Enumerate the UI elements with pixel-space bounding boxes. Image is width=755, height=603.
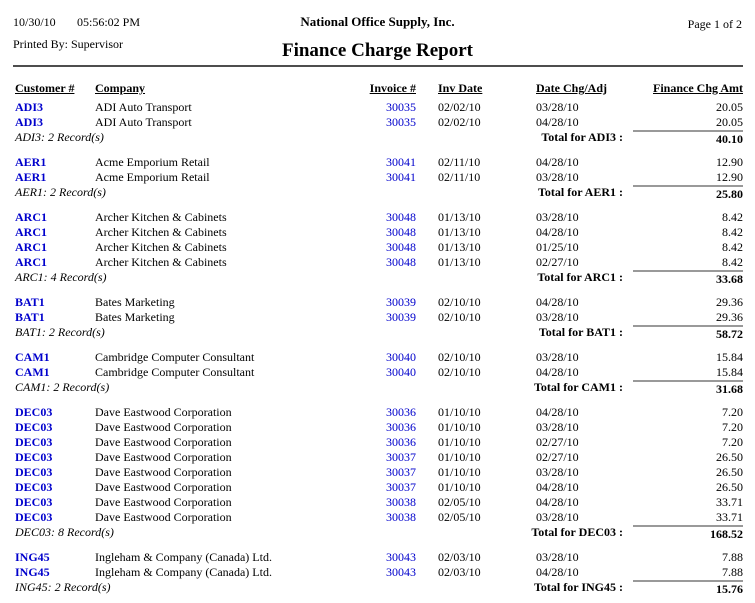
record-count-note: ING45: 2 Record(s) (15, 580, 111, 594)
finance-chg-amt-cell: 29.36 (716, 295, 743, 309)
invoice-number-link[interactable]: 30048 (386, 210, 416, 224)
col-header-company: Company (95, 81, 146, 95)
invoice-date-cell: 02/03/10 (438, 565, 481, 579)
customer-number-link[interactable]: BAT1 (15, 310, 45, 324)
group-total-row (13, 525, 743, 540)
company-cell: Acme Emporium Retail (95, 155, 210, 169)
company-cell: Cambridge Computer Consultant (95, 350, 255, 364)
company-cell: Bates Marketing (95, 295, 175, 309)
invoice-number-link[interactable]: 30037 (386, 450, 416, 464)
finance-chg-amt-cell: 12.90 (716, 155, 743, 169)
customer-number-link[interactable]: ARC1 (15, 225, 47, 239)
date-chg-adj-cell: 04/28/10 (536, 405, 579, 419)
group-total-amount: 33.68 (633, 270, 743, 285)
invoice-date-cell: 02/05/10 (438, 495, 481, 509)
invoice-number-link[interactable]: 30036 (386, 405, 416, 419)
invoice-number-link[interactable]: 30039 (386, 295, 416, 309)
date-chg-adj-cell: 04/28/10 (536, 480, 579, 494)
invoice-date-cell: 01/13/10 (438, 225, 481, 239)
group-total-amount: 15.76 (633, 580, 743, 595)
group-total-row (13, 185, 743, 200)
date-chg-adj-cell: 04/28/10 (536, 495, 579, 509)
invoice-number-link[interactable]: 30038 (386, 510, 416, 524)
customer-number-link[interactable]: DEC03 (15, 450, 53, 464)
invoice-number-link[interactable]: 30041 (386, 170, 416, 184)
company-cell: Dave Eastwood Corporation (95, 480, 232, 494)
finance-charge-table (13, 81, 743, 595)
customer-number-link[interactable]: DEC03 (15, 405, 53, 419)
group-total-label: Total for ING45 : (533, 580, 623, 594)
invoice-number-link[interactable]: 30036 (386, 435, 416, 449)
group-total-label: Total for BAT1 : (538, 325, 623, 339)
table-header-row (13, 81, 743, 100)
customer-group (13, 155, 743, 200)
invoice-number-link[interactable]: 30037 (386, 465, 416, 479)
invoice-date-cell: 01/10/10 (438, 465, 481, 479)
group-total-row (13, 380, 743, 395)
invoice-date-cell: 01/10/10 (438, 450, 481, 464)
customer-number-link[interactable]: DEC03 (15, 480, 53, 494)
table-row (13, 170, 743, 185)
date-chg-adj-cell: 03/28/10 (536, 350, 579, 364)
record-count-note: CAM1: 2 Record(s) (15, 380, 110, 394)
invoice-number-link[interactable]: 30040 (386, 350, 416, 364)
header-divider (13, 65, 743, 67)
report-title: Finance Charge Report (281, 40, 474, 61)
customer-number-link[interactable]: CAM1 (15, 365, 50, 379)
company-cell: Archer Kitchen & Cabinets (95, 210, 227, 224)
table-row (13, 480, 743, 495)
invoice-number-link[interactable]: 30048 (386, 240, 416, 254)
customer-group (13, 350, 743, 395)
customer-number-link[interactable]: ARC1 (15, 210, 47, 224)
company-cell: Ingleham & Company (Canada) Ltd. (95, 565, 272, 579)
date-chg-adj-cell: 01/25/10 (536, 240, 579, 254)
invoice-date-cell: 01/13/10 (438, 255, 481, 269)
table-row (13, 210, 743, 225)
date-chg-adj-cell: 03/28/10 (536, 465, 579, 479)
table-row (13, 100, 743, 115)
company-cell: Cambridge Computer Consultant (95, 365, 255, 379)
company-cell: Dave Eastwood Corporation (95, 510, 232, 524)
group-total-amount: 40.10 (633, 130, 743, 145)
finance-chg-amt-cell: 33.71 (716, 510, 743, 524)
group-total-amount: 25.80 (633, 185, 743, 200)
table-row (13, 435, 743, 450)
table-row (13, 240, 743, 255)
finance-chg-amt-cell: 33.71 (716, 495, 743, 509)
col-header-finance-chg-amt: Finance Chg Amt (653, 81, 743, 95)
col-header-customer: Customer # (15, 81, 75, 95)
date-chg-adj-cell: 04/28/10 (536, 295, 579, 309)
customer-number-link[interactable]: ARC1 (15, 240, 47, 254)
invoice-date-cell: 02/10/10 (438, 310, 481, 324)
finance-chg-amt-cell: 7.88 (722, 565, 743, 579)
customer-number-link[interactable]: ING45 (15, 565, 50, 579)
table-row (13, 450, 743, 465)
customer-number-link[interactable]: AER1 (15, 170, 47, 184)
record-count-note: DEC03: 8 Record(s) (15, 525, 114, 539)
invoice-date-cell: 01/10/10 (438, 405, 481, 419)
group-total-label: Total for DEC03 : (531, 525, 623, 539)
date-chg-adj-cell: 03/28/10 (536, 310, 579, 324)
customer-group (13, 550, 743, 595)
group-total-amount: 31.68 (633, 380, 743, 395)
company-cell: Dave Eastwood Corporation (95, 450, 232, 464)
printed-by-label: Printed By: Supervisor (13, 37, 123, 51)
invoice-number-link[interactable]: 30043 (386, 565, 416, 579)
date-chg-adj-cell: 04/28/10 (536, 155, 579, 169)
group-total-label: Total for ADI3 : (541, 130, 623, 144)
finance-chg-amt-cell: 26.50 (716, 465, 743, 479)
company-name: National Office Supply, Inc. (300, 14, 455, 29)
invoice-date-cell: 02/10/10 (438, 365, 481, 379)
customer-group (13, 210, 743, 285)
group-total-amount: 58.72 (633, 325, 743, 340)
invoice-date-cell: 02/03/10 (438, 550, 481, 564)
invoice-date-cell: 01/10/10 (438, 480, 481, 494)
company-cell: Acme Emporium Retail (95, 170, 210, 184)
customer-number-link[interactable]: DEC03 (15, 465, 53, 479)
company-cell: ADI Auto Transport (95, 115, 192, 129)
invoice-date-cell: 02/11/10 (438, 155, 481, 169)
table-row (13, 155, 743, 170)
table-row (13, 510, 743, 525)
date-chg-adj-cell: 03/28/10 (536, 100, 579, 114)
date-chg-adj-cell: 03/28/10 (536, 550, 579, 564)
finance-chg-amt-cell: 15.84 (716, 350, 743, 364)
company-cell: ADI Auto Transport (95, 100, 192, 114)
invoice-date-cell: 02/02/10 (438, 100, 481, 114)
col-header-inv-date: Inv Date (438, 81, 483, 95)
finance-chg-amt-cell: 26.50 (716, 450, 743, 464)
date-chg-adj-cell: 04/28/10 (536, 365, 579, 379)
table-row (13, 565, 743, 580)
customer-number-link[interactable]: BAT1 (15, 295, 45, 309)
col-header-date-chg-adj: Date Chg/Adj (536, 81, 607, 95)
invoice-number-link[interactable]: 30043 (386, 550, 416, 564)
group-total-label: Total for AER1 : (537, 185, 623, 199)
company-cell: Ingleham & Company (Canada) Ltd. (95, 550, 272, 564)
finance-chg-amt-cell: 12.90 (716, 170, 743, 184)
finance-chg-amt-cell: 20.05 (716, 115, 743, 129)
table-row (13, 310, 743, 325)
finance-chg-amt-cell: 8.42 (722, 210, 743, 224)
customer-group (13, 405, 743, 540)
customer-number-link[interactable]: ARC1 (15, 255, 47, 269)
finance-chg-amt-cell: 15.84 (716, 365, 743, 379)
group-total-row (13, 325, 743, 340)
date-chg-adj-cell: 04/28/10 (536, 225, 579, 239)
group-total-label: Total for ARC1 : (537, 270, 623, 284)
company-cell: Dave Eastwood Corporation (95, 405, 232, 419)
table-row (13, 350, 743, 365)
invoice-date-cell: 01/10/10 (438, 435, 481, 449)
company-cell: Dave Eastwood Corporation (95, 495, 232, 509)
print-time: 05:56:02 PM (77, 15, 141, 29)
date-chg-adj-cell: 04/28/10 (536, 115, 579, 129)
table-row (13, 365, 743, 380)
group-total-row (13, 270, 743, 285)
finance-chg-amt-cell: 26.50 (716, 480, 743, 494)
table-row (13, 405, 743, 420)
date-chg-adj-cell: 02/27/10 (536, 450, 579, 464)
table-row (13, 550, 743, 565)
col-header-invoice: Invoice # (369, 81, 416, 95)
table-row (13, 225, 743, 240)
date-chg-adj-cell: 04/28/10 (536, 565, 579, 579)
finance-chg-amt-cell: 20.05 (716, 100, 743, 114)
invoice-number-link[interactable]: 30048 (386, 255, 416, 269)
customer-number-link[interactable]: DEC03 (15, 495, 53, 509)
print-date: 10/30/10 (13, 15, 56, 29)
table-row (13, 115, 743, 130)
finance-chg-amt-cell: 8.42 (722, 240, 743, 254)
customer-group (13, 100, 743, 145)
customer-group (13, 295, 743, 340)
invoice-number-link[interactable]: 30035 (386, 100, 416, 114)
group-total-amount: 168.52 (633, 525, 743, 540)
page-indicator: Page 1 of 2 (687, 17, 742, 31)
report-body (13, 100, 743, 595)
invoice-date-cell: 01/13/10 (438, 210, 481, 224)
group-total-row (13, 130, 743, 145)
finance-chg-amt-cell: 7.88 (722, 550, 743, 564)
record-count-note: ADI3: 2 Record(s) (15, 130, 104, 144)
invoice-number-link[interactable]: 30040 (386, 365, 416, 379)
customer-number-link[interactable]: CAM1 (15, 350, 50, 364)
date-chg-adj-cell: 03/28/10 (536, 420, 579, 434)
date-chg-adj-cell: 03/28/10 (536, 210, 579, 224)
customer-number-link[interactable]: DEC03 (15, 435, 53, 449)
customer-number-link[interactable]: ADI3 (15, 115, 44, 129)
company-cell: Archer Kitchen & Cabinets (95, 255, 227, 269)
table-row (13, 495, 743, 510)
invoice-number-link[interactable]: 30035 (386, 115, 416, 129)
group-total-row (13, 580, 743, 595)
company-cell: Dave Eastwood Corporation (95, 465, 232, 479)
invoice-date-cell: 02/02/10 (438, 115, 481, 129)
customer-number-link[interactable]: DEC03 (15, 420, 53, 434)
invoice-date-cell: 02/10/10 (438, 295, 481, 309)
invoice-number-link[interactable]: 30041 (386, 155, 416, 169)
customer-number-link[interactable]: DEC03 (15, 510, 53, 524)
invoice-date-cell: 02/05/10 (438, 510, 481, 524)
customer-number-link[interactable]: ADI3 (15, 100, 44, 114)
company-cell: Dave Eastwood Corporation (95, 420, 232, 434)
date-chg-adj-cell: 02/27/10 (536, 435, 579, 449)
invoice-date-cell: 02/10/10 (438, 350, 481, 364)
group-total-label: Total for CAM1 : (534, 380, 623, 394)
finance-chg-amt-cell: 7.20 (722, 435, 743, 449)
company-cell: Archer Kitchen & Cabinets (95, 225, 227, 239)
invoice-number-link[interactable]: 30037 (386, 480, 416, 494)
table-row (13, 295, 743, 310)
finance-chg-amt-cell: 8.42 (722, 255, 743, 269)
company-cell: Dave Eastwood Corporation (95, 435, 232, 449)
table-row (13, 420, 743, 435)
record-count-note: AER1: 2 Record(s) (15, 185, 106, 199)
record-count-note: ARC1: 4 Record(s) (15, 270, 107, 284)
table-row (13, 465, 743, 480)
finance-chg-amt-cell: 7.20 (722, 405, 743, 419)
date-chg-adj-cell: 02/27/10 (536, 255, 579, 269)
invoice-date-cell: 01/13/10 (438, 240, 481, 254)
invoice-number-link[interactable]: 30039 (386, 310, 416, 324)
finance-chg-amt-cell: 7.20 (722, 420, 743, 434)
invoice-date-cell: 02/11/10 (438, 170, 481, 184)
date-chg-adj-cell: 03/28/10 (536, 170, 579, 184)
company-cell: Bates Marketing (95, 310, 175, 324)
date-chg-adj-cell: 03/28/10 (536, 510, 579, 524)
invoice-number-link[interactable]: 30038 (386, 495, 416, 509)
invoice-number-link[interactable]: 30036 (386, 420, 416, 434)
table-row (13, 255, 743, 270)
invoice-date-cell: 01/10/10 (438, 420, 481, 434)
customer-number-link[interactable]: AER1 (15, 155, 47, 169)
finance-chg-amt-cell: 29.36 (716, 310, 743, 324)
record-count-note: BAT1: 2 Record(s) (15, 325, 105, 339)
finance-chg-amt-cell: 8.42 (722, 225, 743, 239)
invoice-number-link[interactable]: 30048 (386, 225, 416, 239)
customer-number-link[interactable]: ING45 (15, 550, 50, 564)
company-cell: Archer Kitchen & Cabinets (95, 240, 227, 254)
